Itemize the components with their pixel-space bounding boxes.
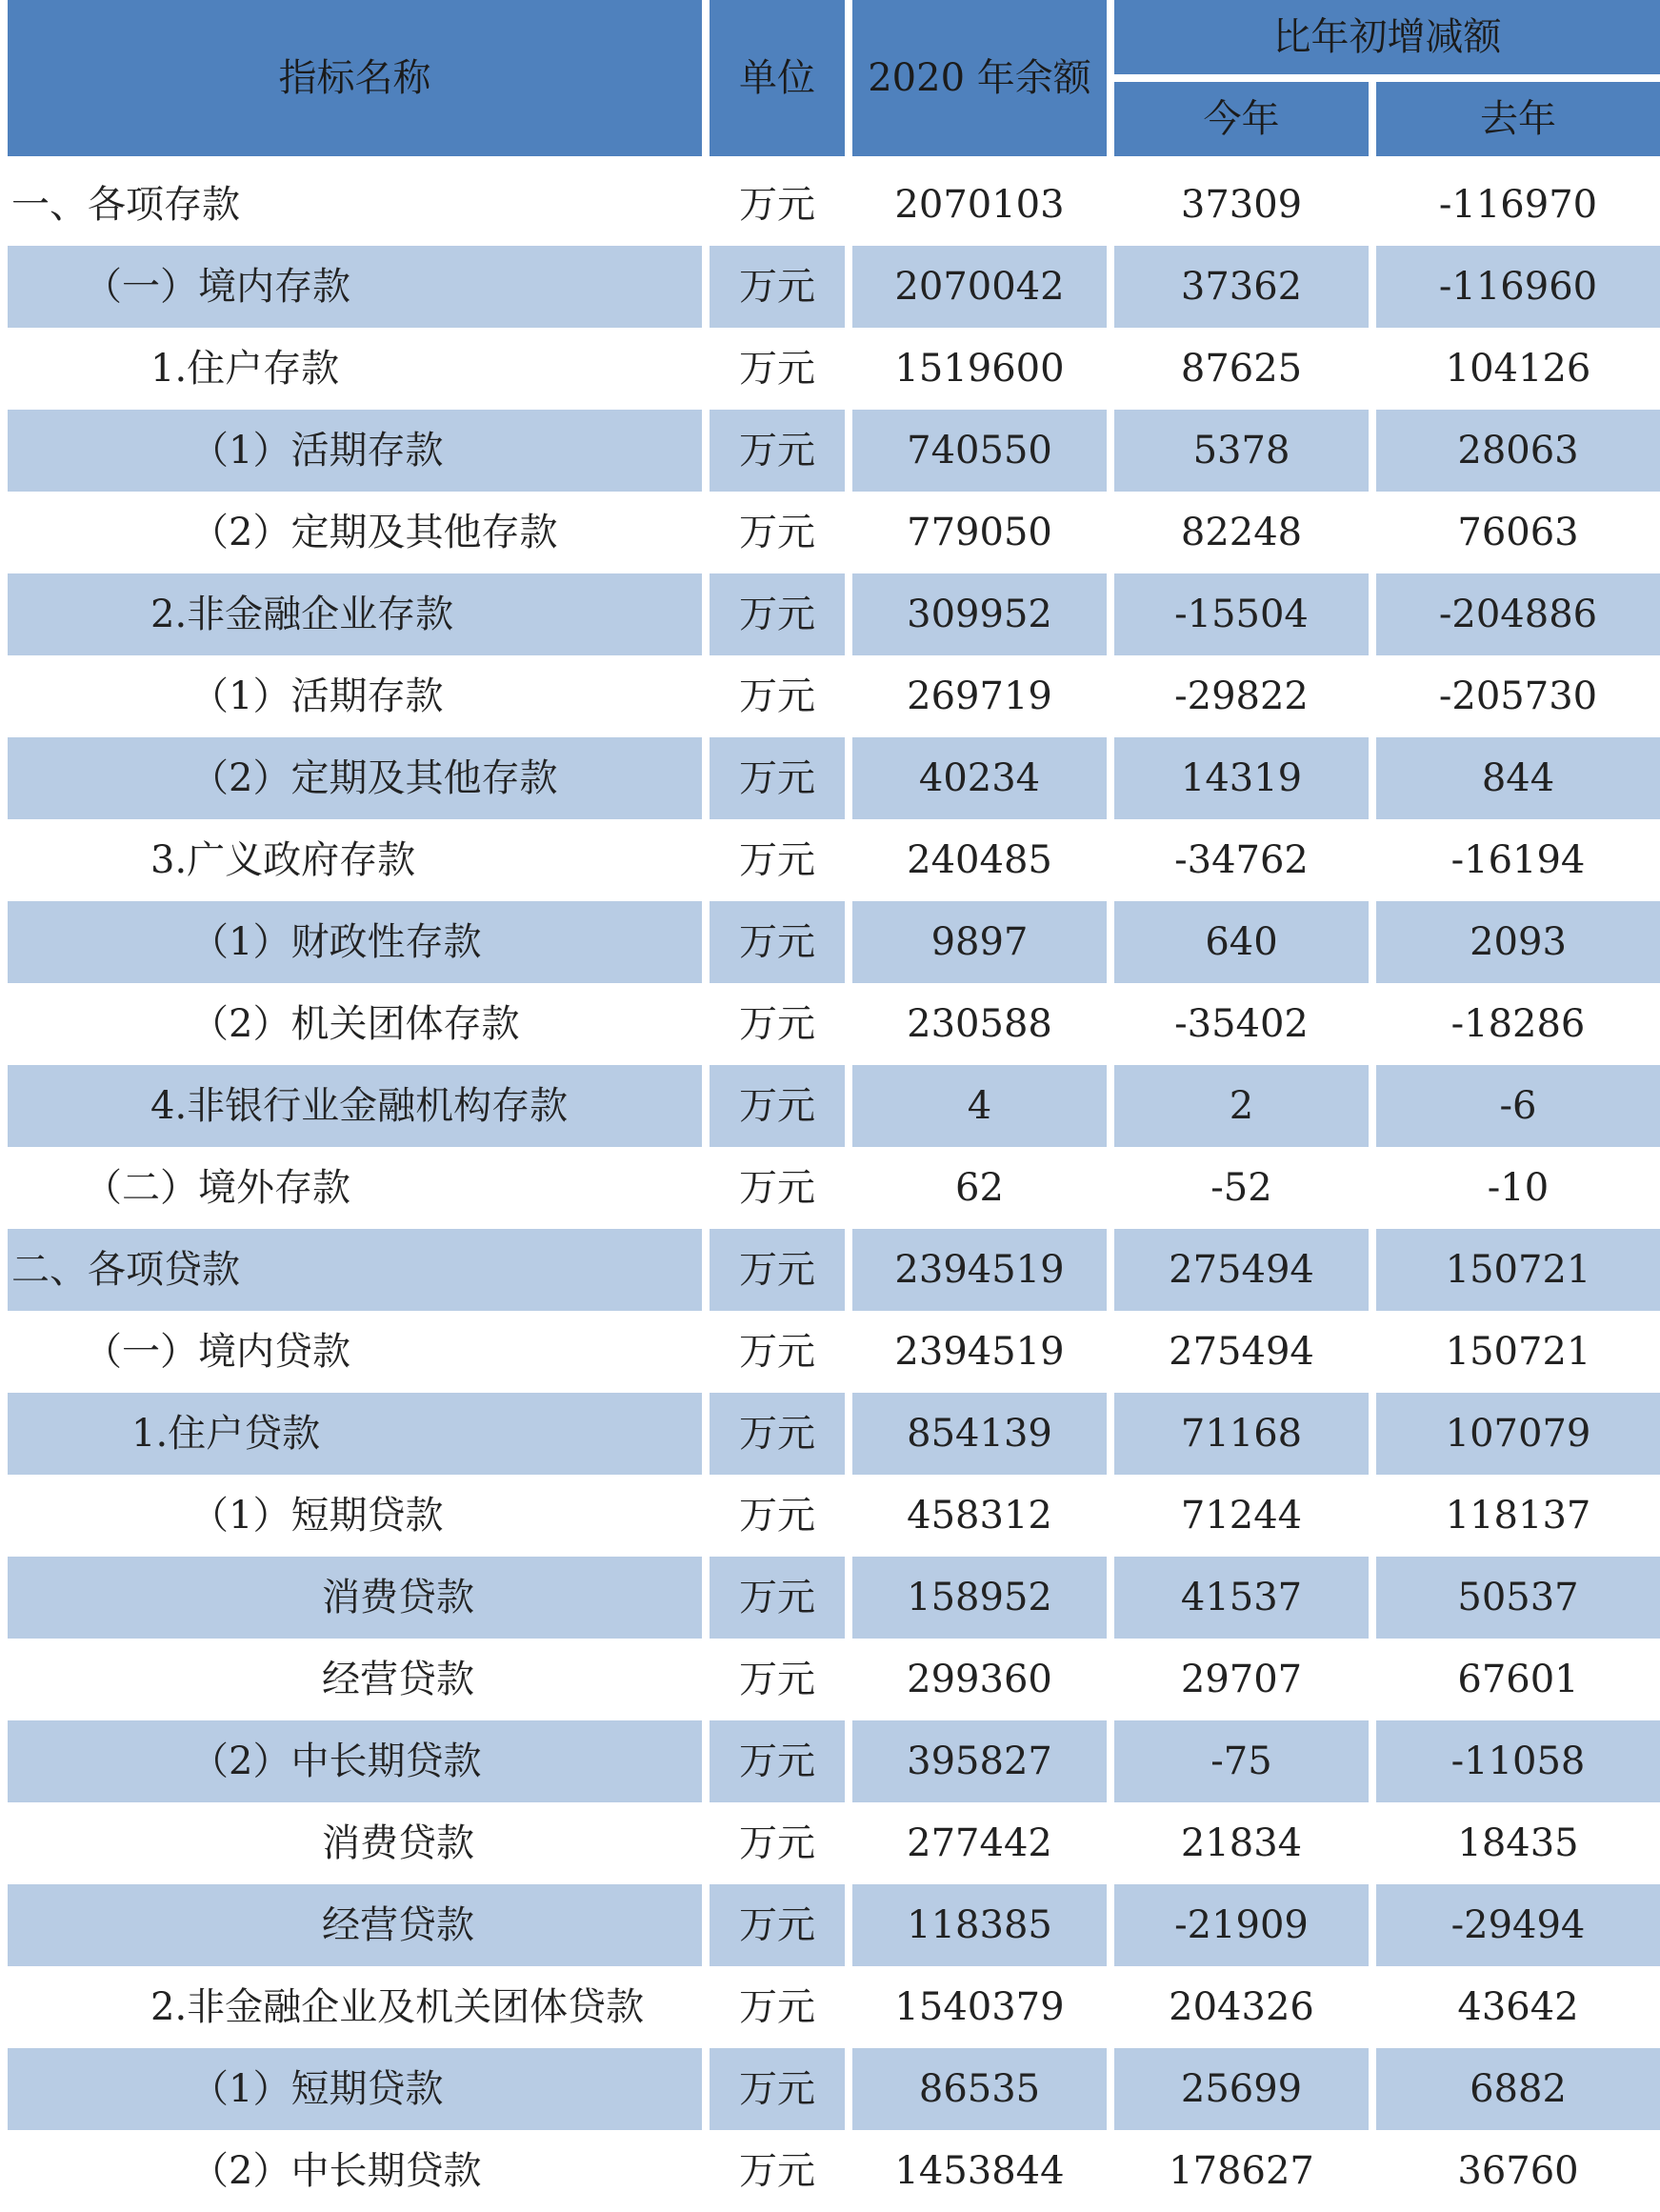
row-last-year: 844 — [1376, 737, 1660, 819]
row-last-year: 28063 — [1376, 410, 1660, 492]
row-balance: 740550 — [852, 410, 1114, 492]
row-this-year: 37309 — [1114, 164, 1376, 246]
row-balance: 2070103 — [852, 164, 1114, 246]
row-this-year: 204326 — [1114, 1966, 1376, 2048]
table-row — [8, 1802, 1660, 1884]
row-last-year: 6882 — [1376, 2048, 1660, 2130]
row-balance: 240485 — [852, 819, 1114, 901]
row-balance: 299360 — [852, 1639, 1114, 1720]
row-name: （一）境内存款 — [8, 246, 710, 328]
row-unit: 万元 — [710, 1720, 852, 1802]
row-unit: 万元 — [710, 1065, 852, 1147]
row-balance: 86535 — [852, 2048, 1114, 2130]
table-row — [8, 1720, 1660, 1802]
row-this-year: 5378 — [1114, 410, 1376, 492]
row-unit: 万元 — [710, 983, 852, 1065]
table-row — [8, 573, 1660, 655]
row-last-year: -10 — [1487, 1166, 1550, 1210]
row-unit: 万元 — [710, 573, 852, 655]
table-row — [8, 1065, 1660, 1147]
header-indicator-name: 指标名称 — [8, 0, 710, 164]
row-name: （1）短期贷款 — [8, 1475, 710, 1557]
row-balance: 9897 — [852, 901, 1114, 983]
row-name: 2.非金融企业存款 — [8, 573, 710, 655]
table-row — [8, 1966, 1660, 2048]
row-balance: 40234 — [852, 737, 1114, 819]
row-balance: 2394519 — [852, 1311, 1114, 1393]
row-balance: 458312 — [852, 1475, 1114, 1557]
row-this-year: 178627 — [1114, 2130, 1376, 2212]
row-unit: 万元 — [710, 1393, 852, 1475]
row-last-year: 76063 — [1457, 511, 1579, 554]
row-this-year: 25699 — [1114, 2048, 1376, 2130]
row-this-year: -29822 — [1114, 655, 1376, 737]
header-change-group: 比年初增减额 — [1114, 0, 1660, 82]
row-unit: 万元 — [710, 1884, 852, 1966]
row-name: 4.非银行业金融机构存款 — [8, 1065, 710, 1147]
row-name: 消费贷款 — [8, 1557, 710, 1639]
row-balance: 309952 — [852, 573, 1114, 655]
table-row — [8, 2130, 1660, 2212]
row-name: （二）境外存款 — [8, 1147, 710, 1229]
table-row — [8, 1147, 1660, 1229]
row-this-year: -52 — [1114, 1147, 1376, 1229]
table-row — [8, 1229, 1660, 1311]
row-last-year: 107079 — [1376, 1393, 1660, 1475]
row-name: 3.广义政府存款 — [8, 819, 710, 901]
table-row — [8, 328, 1660, 410]
row-this-year: 275494 — [1114, 1311, 1376, 1393]
row-name: （2）定期及其他存款 — [8, 737, 710, 819]
row-this-year: -75 — [1114, 1720, 1376, 1802]
table-row — [8, 1475, 1660, 1557]
row-last-year: 104126 — [1445, 347, 1591, 391]
row-this-year: 2 — [1114, 1065, 1376, 1147]
row-unit: 万元 — [710, 246, 852, 328]
row-unit: 万元 — [710, 1639, 852, 1720]
row-unit: 万元 — [710, 2048, 852, 2130]
row-last-year: 2093 — [1376, 901, 1660, 983]
row-balance: 118385 — [852, 1884, 1114, 1966]
row-last-year: 150721 — [1376, 1229, 1660, 1311]
row-this-year: 640 — [1114, 901, 1376, 983]
row-this-year: -21909 — [1114, 1884, 1376, 1966]
row-balance: 854139 — [852, 1393, 1114, 1475]
row-unit: 万元 — [710, 410, 852, 492]
row-name: 一、各项存款 — [8, 164, 710, 246]
row-this-year: 41537 — [1114, 1557, 1376, 1639]
row-unit: 万元 — [710, 164, 852, 246]
row-name: （2）中长期贷款 — [8, 1720, 710, 1802]
row-this-year: 82248 — [1114, 492, 1376, 573]
row-last-year: -29494 — [1376, 1884, 1660, 1966]
table-row — [8, 983, 1660, 1065]
row-this-year: 71168 — [1114, 1393, 1376, 1475]
row-balance: 4 — [852, 1065, 1114, 1147]
row-last-year: -116960 — [1376, 246, 1660, 328]
table-row — [8, 246, 1660, 328]
row-name: （2）机关团体存款 — [8, 983, 710, 1065]
header-this-year: 今年 — [1114, 82, 1376, 164]
row-last-year: 18435 — [1457, 1821, 1579, 1865]
row-balance: 395827 — [852, 1720, 1114, 1802]
row-last-year: -11058 — [1376, 1720, 1660, 1802]
table-row — [8, 655, 1660, 737]
table-body — [8, 164, 1660, 2212]
row-balance: 62 — [852, 1147, 1114, 1229]
table-row — [8, 492, 1660, 573]
table-header — [8, 0, 1660, 164]
row-name: （一）境内贷款 — [8, 1311, 710, 1393]
table-row — [8, 819, 1660, 901]
row-balance: 779050 — [852, 492, 1114, 573]
row-unit: 万元 — [710, 328, 852, 410]
row-unit: 万元 — [710, 901, 852, 983]
row-balance: 158952 — [852, 1557, 1114, 1639]
row-this-year: -34762 — [1114, 819, 1376, 901]
row-this-year: 29707 — [1114, 1639, 1376, 1720]
row-last-year: -116970 — [1438, 183, 1598, 227]
row-this-year: 37362 — [1114, 246, 1376, 328]
row-unit: 万元 — [710, 1311, 852, 1393]
row-balance: 2394519 — [852, 1229, 1114, 1311]
row-name: 二、各项贷款 — [8, 1229, 710, 1311]
row-name: 消费贷款 — [8, 1802, 710, 1884]
row-name: 经营贷款 — [8, 1884, 710, 1966]
row-unit: 万元 — [710, 1147, 852, 1229]
row-last-year: 67601 — [1457, 1658, 1579, 1701]
header-balance: 2020 年余额 — [852, 0, 1114, 164]
row-balance: 1519600 — [852, 328, 1114, 410]
table-row — [8, 1639, 1660, 1720]
table-row — [8, 410, 1660, 492]
row-balance: 1453844 — [852, 2130, 1114, 2212]
row-balance: 2070042 — [852, 246, 1114, 328]
row-this-year: 14319 — [1114, 737, 1376, 819]
table-row — [8, 2048, 1660, 2130]
header-unit: 单位 — [710, 0, 852, 164]
table-row — [8, 1311, 1660, 1393]
row-unit: 万元 — [710, 737, 852, 819]
row-last-year: 118137 — [1445, 1494, 1591, 1538]
row-last-year: 150721 — [1445, 1330, 1591, 1374]
row-this-year: 71244 — [1114, 1475, 1376, 1557]
header-last-year: 去年 — [1376, 82, 1660, 164]
row-unit: 万元 — [710, 492, 852, 573]
row-last-year: 36760 — [1457, 2149, 1579, 2193]
row-unit: 万元 — [710, 1475, 852, 1557]
row-last-year: -16194 — [1450, 838, 1586, 882]
row-last-year: -204886 — [1376, 573, 1660, 655]
row-name: 1.住户贷款 — [8, 1393, 710, 1475]
table-row — [8, 1557, 1660, 1639]
row-name: （1）活期存款 — [8, 655, 710, 737]
row-balance: 230588 — [852, 983, 1114, 1065]
table-row — [8, 1884, 1660, 1966]
row-name: （2）定期及其他存款 — [8, 492, 710, 573]
row-this-year: 21834 — [1114, 1802, 1376, 1884]
row-this-year: -35402 — [1114, 983, 1376, 1065]
row-unit: 万元 — [710, 1966, 852, 2048]
row-name: （1）财政性存款 — [8, 901, 710, 983]
row-name: 2.非金融企业及机关团体贷款 — [8, 1966, 710, 2048]
row-last-year: 50537 — [1376, 1557, 1660, 1639]
row-unit: 万元 — [710, 655, 852, 737]
table-row — [8, 901, 1660, 983]
row-name: 1.住户存款 — [8, 328, 710, 410]
row-last-year: 43642 — [1457, 1985, 1579, 2029]
row-unit: 万元 — [710, 1229, 852, 1311]
row-this-year: 87625 — [1114, 328, 1376, 410]
row-name: 经营贷款 — [8, 1639, 710, 1720]
row-unit: 万元 — [710, 1557, 852, 1639]
row-balance: 277442 — [852, 1802, 1114, 1884]
row-this-year: 275494 — [1114, 1229, 1376, 1311]
row-last-year: -205730 — [1438, 674, 1598, 718]
row-unit: 万元 — [710, 819, 852, 901]
table-row — [8, 1393, 1660, 1475]
row-name: （1）短期贷款 — [8, 2048, 710, 2130]
row-name: （2）中长期贷款 — [8, 2130, 710, 2212]
table-row — [8, 737, 1660, 819]
row-last-year: -6 — [1376, 1065, 1660, 1147]
row-unit: 万元 — [710, 2130, 852, 2212]
row-name: （1）活期存款 — [8, 410, 710, 492]
row-balance: 1540379 — [852, 1966, 1114, 2048]
row-this-year: -15504 — [1114, 573, 1376, 655]
row-last-year: -18286 — [1450, 1002, 1586, 1046]
row-balance: 269719 — [852, 655, 1114, 737]
table-row — [8, 164, 1660, 246]
financial-table — [8, 0, 1660, 2212]
row-unit: 万元 — [710, 1802, 852, 1884]
